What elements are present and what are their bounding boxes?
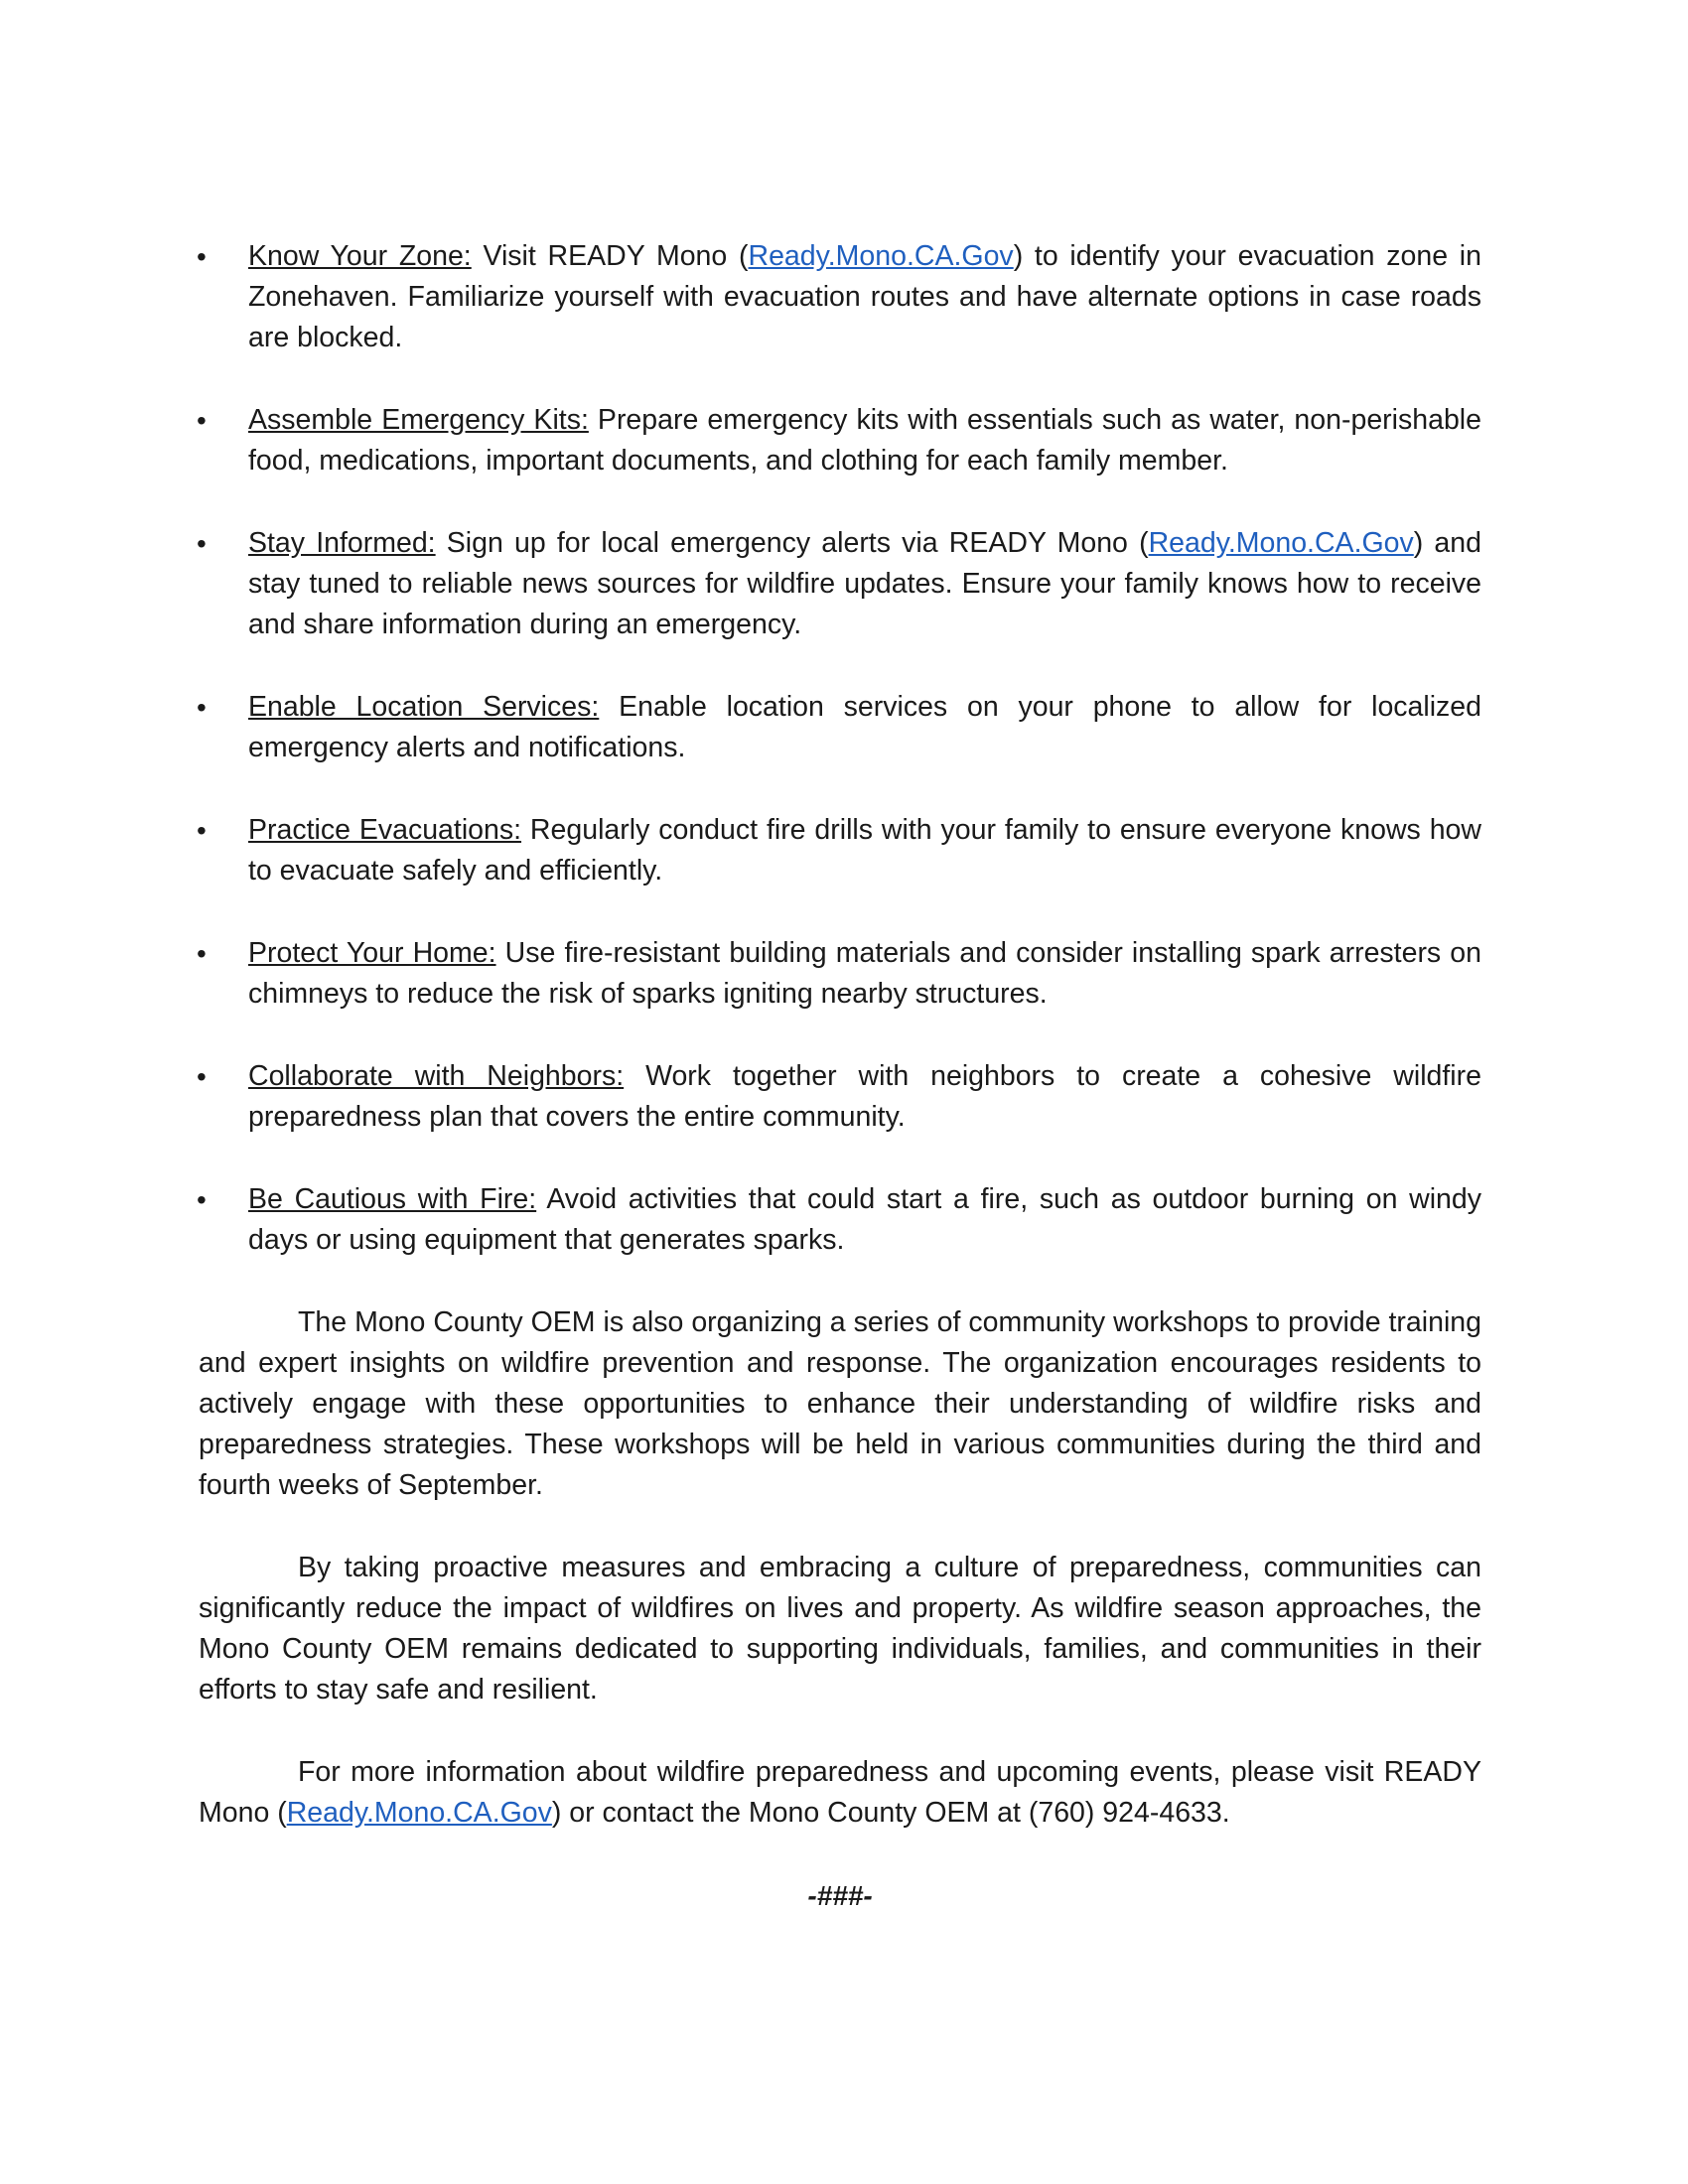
tip-title: Know Your Zone: bbox=[248, 240, 472, 272]
list-item bbox=[199, 933, 1481, 1015]
ready-mono-link[interactable]: Ready.Mono.CA.Gov bbox=[748, 240, 1014, 272]
bullet-icon: • bbox=[197, 1184, 207, 1215]
list-item bbox=[199, 810, 1481, 891]
tip-title: Enable Location Services: bbox=[248, 691, 600, 723]
tip-text: Visit READY Mono ( bbox=[471, 240, 749, 272]
list-item bbox=[199, 1179, 1481, 1261]
tip-title: Protect Your Home: bbox=[248, 937, 496, 969]
bullet-icon: • bbox=[197, 241, 207, 272]
tip-text: ) to identify your evacuation zone in Zonehaven. Familiarize yourself with evacuation routes and have alternate options in case roads are blocked. bbox=[248, 240, 1481, 353]
list-item bbox=[199, 1056, 1481, 1138]
document-page bbox=[199, 236, 1481, 1916]
tip-text: ) and stay tuned to reliable news sources for wildfire updates. Ensure your family knows how to receive and share information during an emergency. bbox=[248, 527, 1481, 640]
list-item bbox=[199, 687, 1481, 768]
tip-text: Prepare emergency kits with essentials such as water, non-perishable food, medications, important documents, and clothing for each family member. bbox=[248, 404, 1481, 477]
tip-title: Be Cautious with Fire: bbox=[248, 1183, 537, 1215]
tip-text: Enable location services on your phone to allow for localized emergency alerts and notifications. bbox=[248, 691, 1482, 763]
contact-text: For more information about wildfire preparedness and upcoming events, please visit READY Mono ( bbox=[199, 1756, 1481, 1829]
bullet-icon: • bbox=[197, 692, 207, 723]
bullet-icon: • bbox=[197, 405, 207, 436]
tip-title: Collaborate with Neighbors: bbox=[248, 1060, 625, 1092]
ready-mono-link[interactable]: Ready.Mono.CA.Gov bbox=[1148, 527, 1414, 559]
bullet-icon: • bbox=[197, 815, 207, 846]
tip-text: Avoid activities that could start a fire, such as outdoor burning on windy days or using equipment that generates sparks. bbox=[248, 1183, 1481, 1256]
ready-mono-link[interactable]: Ready.Mono.CA.Gov bbox=[286, 1797, 552, 1829]
tip-text: Sign up for local emergency alerts via READY Mono ( bbox=[435, 527, 1149, 559]
tip-text: Work together with neighbors to create a cohesive wildfire preparedness plan that covers the entire community. bbox=[248, 1060, 1481, 1133]
bullet-icon: • bbox=[197, 528, 207, 559]
contact-paragraph bbox=[199, 1752, 1481, 1834]
tip-text: Use fire-resistant building materials and consider installing spark arresters on chimneys to reduce the risk of sparks igniting nearby structures. bbox=[248, 937, 1481, 1010]
workshops-paragraph: The Mono County OEM is also organizing a series of community workshops to provide training and expert insights on wildfire prevention and response. The organization encourages residents to actively engage with these opportunities to enhance their understanding of wildfire risks and preparedness strategies. These workshops will be held in various communities during the third and fourth weeks of September. bbox=[199, 1306, 1481, 1501]
list-item bbox=[199, 236, 1481, 358]
proactive-paragraph: By taking proactive measures and embracing a culture of preparedness, communities can significantly reduce the impact of wildfires on lives and property. As wildfire season approaches, the Mono County OEM remains dedicated to supporting individuals, families, and communities in their efforts to stay safe and resilient. bbox=[199, 1552, 1481, 1706]
preparedness-tips-list bbox=[199, 236, 1481, 1261]
list-item bbox=[199, 400, 1481, 481]
tip-title: Assemble Emergency Kits: bbox=[248, 404, 589, 436]
tip-text: Regularly conduct fire drills with your family to ensure everyone knows how to evacuate safely and efficiently. bbox=[248, 814, 1481, 887]
list-item bbox=[199, 523, 1481, 645]
tip-title: Practice Evacuations: bbox=[248, 814, 522, 846]
bullet-icon: • bbox=[197, 1061, 207, 1092]
tip-title: Stay Informed: bbox=[248, 527, 436, 559]
end-mark: -###- bbox=[807, 1880, 873, 1911]
contact-text: ) or contact the Mono County OEM at (760) 924-4633. bbox=[551, 1797, 1230, 1829]
bullet-icon: • bbox=[197, 938, 207, 969]
